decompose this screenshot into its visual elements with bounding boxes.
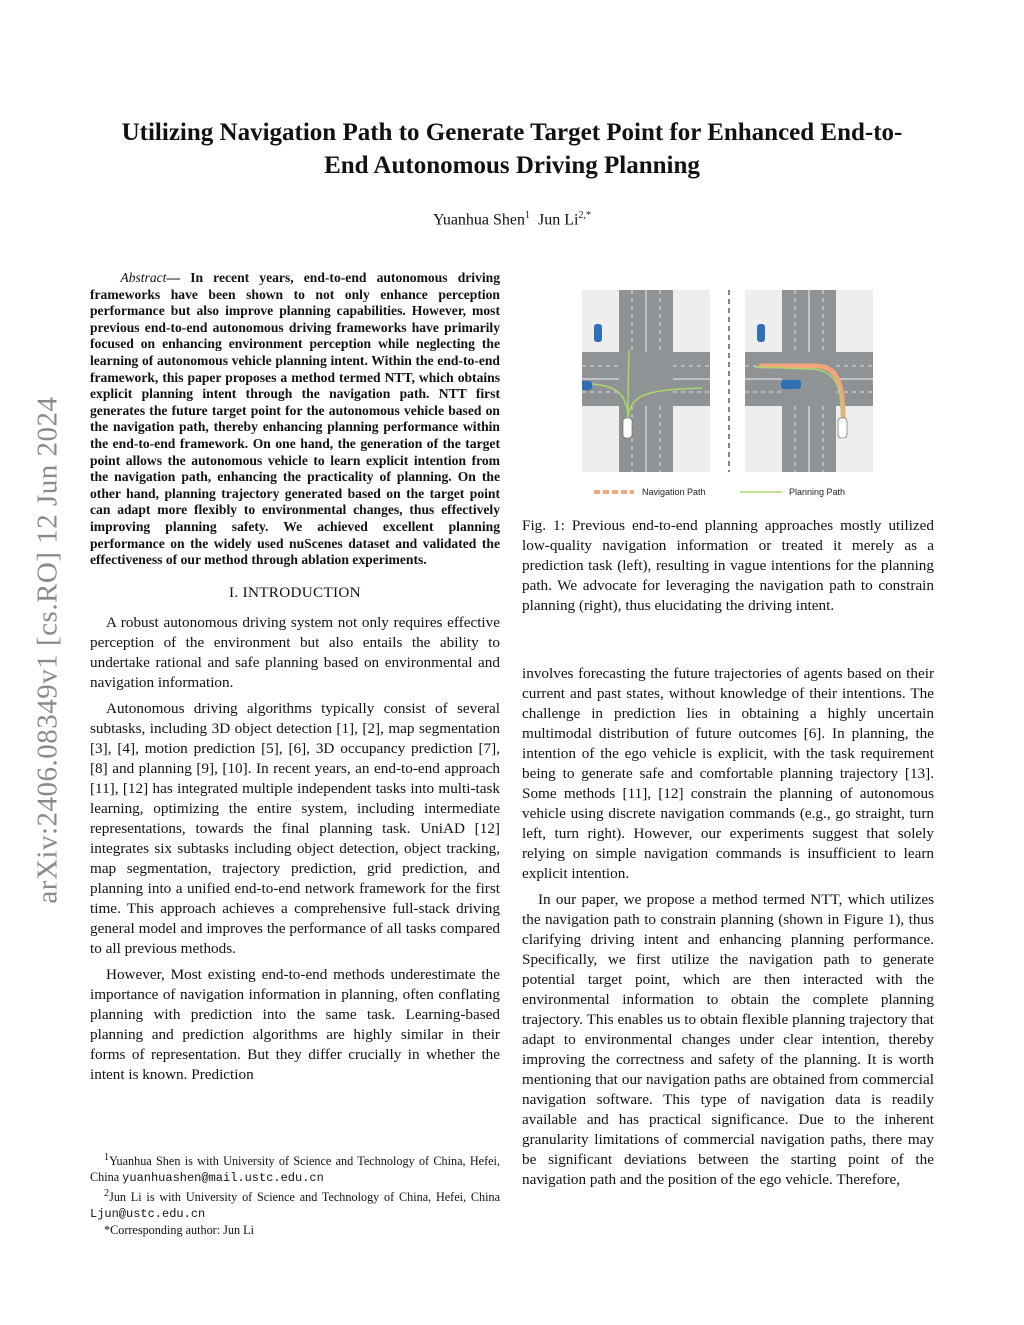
author-2-affiliation: 2,* (578, 210, 591, 221)
right-column (522, 664, 934, 1196)
footnote-2-marker: 2 (104, 1188, 110, 1200)
footnote-1-text: Yuanhua Shen is with University of Science and Technology of China, Hefei, China (90, 1154, 500, 1185)
vehicle-blue (757, 324, 765, 342)
footnotes (90, 1150, 500, 1238)
figure-1-illustration (582, 290, 932, 500)
vehicle-blue (781, 380, 801, 389)
author-1-affiliation: 1 (525, 210, 531, 221)
intro-paragraph: However, Most existing end-to-end methods underestimate the importance of navigation information in planning, often conflating planning with prediction into the same task. Learning-based planning and prediction algorithms are highly similar in their forms of representation. But they differ crucially in whether the intent is known. Prediction (90, 965, 500, 1083)
ego-vehicle (623, 418, 632, 438)
legend-planning-label: Planning Path (789, 487, 846, 497)
intro-paragraph: A robust autonomous driving system not only requires effective perception of the environment but also entails the ability to undertake rational and safe planning based on environmental and navigation information. (90, 613, 500, 691)
footnote-2 (90, 1186, 500, 1222)
section-heading-introduction: I. INTRODUCTION (229, 583, 361, 601)
footnote-3: *Corresponding author: Jun Li (104, 1223, 254, 1238)
vehicle-blue (582, 381, 592, 390)
abstract-text: In recent years, end-to-end autonomous driving frameworks have been shown to not only enhance perception performance but also improve planning capabilities. However, most previous end-to-end autonomous driving frameworks have primarily focused on enhancing environment perception while neglecting the learning of autonomous vehicle planning intent. Within the end-to-end framework, this paper proposes a method termed NTT, which obtains explicit planning intent through the navigation path. NTT first generates the future target point for the autonomous vehicle based on the navigation path, thereby enhancing planning performance within the end-to-end framework. On one hand, the generation of the target point allows the autonomous vehicle to learn explicit intention from the navigation path, enhancing the practicality of planning. On the other hand, planning trajectory generated based on the target point can adapt more flexibly to environmental changes, thus effectively improving planning safety. We achieved excellent planning performance on the widely used nuScenes dataset and validated the effectiveness of our method through ablation experiments. (90, 270, 501, 568)
abstract-dash: — (166, 270, 191, 285)
legend-navigation-label: Navigation Path (642, 487, 706, 497)
author-line (100, 210, 924, 229)
footnote-2-email: Ljun@ustc.edu.cn (90, 1207, 206, 1222)
author-2: Jun Li (538, 211, 579, 229)
vehicle-blue (594, 324, 602, 342)
left-column (90, 270, 500, 1091)
abstract-label: Abstract (120, 270, 167, 285)
author-1: Yuanhua Shen (433, 211, 526, 229)
intersection-right (745, 290, 873, 472)
footnote-1-email: yuanhuashen@mail.ustc.edu.cn (122, 1171, 324, 1186)
arxiv-identifier-text: arXiv:2406.08349v1 [cs.RO] 12 Jun 2024 (31, 396, 64, 904)
abstract (90, 270, 500, 569)
arxiv-identifier (28, 355, 68, 945)
figure-legend (594, 487, 845, 497)
ego-vehicle (838, 418, 847, 438)
paper-title: Utilizing Navigation Path to Generate Target Point for Enhanced End-to-End Autonomous Driving Planning (121, 119, 903, 179)
intersection-left (582, 290, 710, 472)
footnote-2-text: Jun Li is with University of Science and Technology of China, Hefei, China (109, 1190, 500, 1205)
body-paragraph: involves forecasting the future trajectories of agents based on their current and past states, without knowledge of their intentions. The challenge in prediction lies in obtaining a highly uncertain multimodal distribution of future outcomes [6]. In planning, the intention of the ego vehicle is explicit, with the task requirement being to generate safe and comfortable planning trajectory [13]. Some methods [11], [12] constrain the planning of autonomous vehicle using discrete navigation commands (e.g., go straight, turn left, turn right). However, our experiments suggest that solely relying on simple navigation commands is insufficient to learn explicit intention. (522, 665, 934, 882)
figure-1-caption-block (522, 516, 934, 616)
footnote-1 (90, 1150, 500, 1186)
footnote-1-marker: 1 (104, 1152, 110, 1163)
body-paragraph: In our paper, we propose a method termed NTT, which utilizes the navigation path to constrain planning (shown in Figure 1), thus clarifying driving intent and enhancing planning performance. Specifically, we first utilize the navigation path to generate potential target point, which are then interacted with the environmental information to obtain the complete planning trajectory. This enables us to obtain flexible planning trajectory that adapt to environmental changes under clear intention, thereby improving the correctness and safety of the planning. It is worth mentioning that our navigation paths are obtained from commercial navigation software. This type of navigation data is readily available and has practical significance. Due to the inherent granularity limitations of commercial navigation paths, there may be significant deviations between the starting point of the navigation path and the position of the ego vehicle. Therefore, (522, 891, 934, 1188)
intro-paragraph: Autonomous driving algorithms typically consist of several subtasks, including 3D object detection [1], [2], map segmentation [3], [4], motion prediction [5], [6], 3D occupancy prediction [7], [8] and planning [9], [10]. In recent years, an end-to-end approach [11], [12] has integrated multiple independent tasks into multi-task learning, optimizing the entire system, including intermediate representations, towards the final planning task. UniAD [12] integrates six subtasks including object detection, object tracking, map segmentation, trajectory prediction, grid prediction, and planning into a unified end-to-end network framework for the first time. This approach achieves a comprehensive full-stack driving general model and improves the performance of all tasks compared to all previous methods. (90, 699, 500, 957)
figure-1-caption: Fig. 1: Previous end-to-end planning approaches mostly utilized low-quality navigation information or treated it merely as a prediction task (left), resulting in vague intentions for the planning path. We advocate for leveraging the navigation path to constrain planning (right), thus elucidating the driving intent. (522, 517, 934, 614)
figure-1 (582, 290, 932, 500)
